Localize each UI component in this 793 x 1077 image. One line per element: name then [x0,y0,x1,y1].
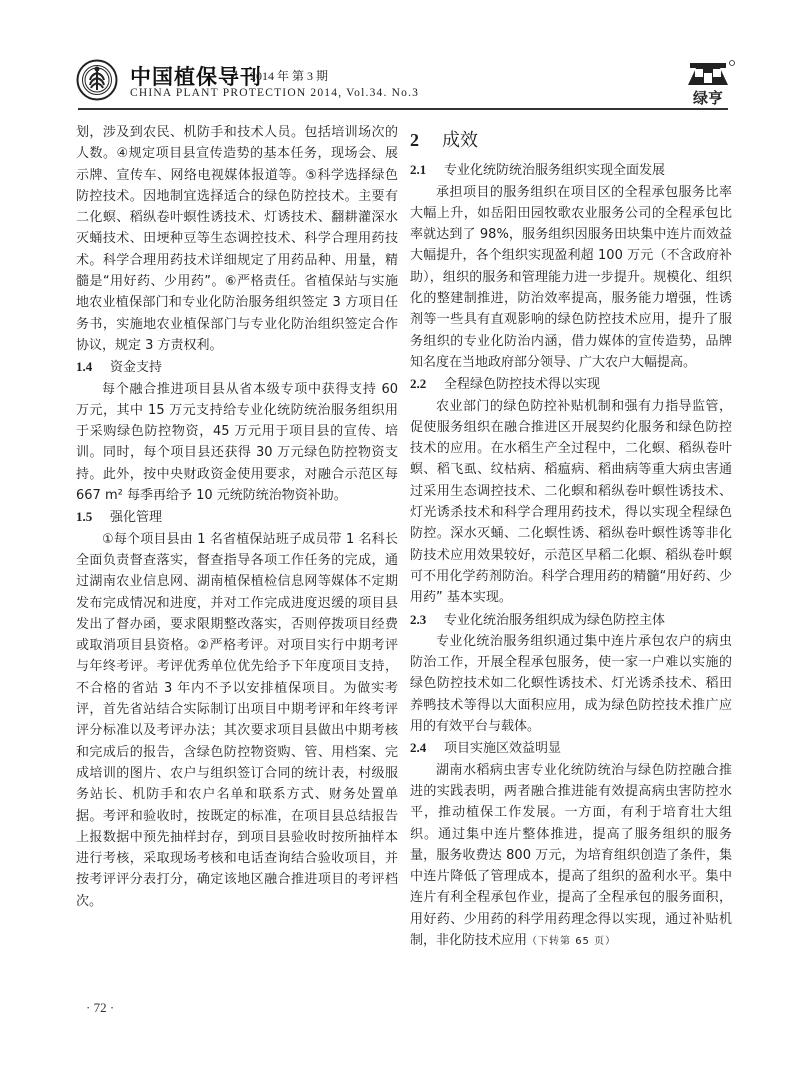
continued-on-page-note: （下转第 65 页） [527,935,617,947]
section-heading-2-4 [410,737,732,759]
page-number: · 72 · [86,1000,115,1015]
society-emblem-icon [76,59,118,101]
section-title: 成效 [442,130,478,151]
paragraph: 专业化统治服务组织通过集中连片承包农户的病虫防治工作，开展全程承包服务，使一家一户难以实施的绿色防控技术如二化螟性诱技术、灯光诱杀技术、稻田养鸭技术等得以大面积应用，成为绿色防控技术推广应用的有效平台与载体。 [410,633,732,735]
paragraph: ①每个项目县由 1 名省植保站班子成员带 1 名科长全面负责督查落实，督查指导各项工作任务的完成，通过湖南农业信息网、湖南植保植检信息网等媒体不定期发布完成情况和进度，并对工作完成进度迟缓的项目县发出了督办函，要求限期整改落实，否则停拨项目经费或取消项目县资格。②严格考评。对项目实行中期考评与年终考评。考评优秀单位优先给予下年度项目支持，不合格的省站 3 年内不予以安排植保项目。为做实考评，首先省站结合实际制订出项目中期考评和年终考评评分标准以及考评办法；其次要求项目县做出中期考核和完成后的报告，含绿色防控物资购、管、用档案、完成培训的图片、农户与组织签订合同的统计表，村级服务站长、机防手和农户名单和联系方式、财务处置单据。考评和验收时，按既定的标准，在项目县总结报告上报数据中预先抽样封存，到项目县验收时按所抽样本进行考核，采取现场考核和电话查询结合验收项目，并按考评评分表打分，确定该地区融合推进项目的考评档次。 [76,531,398,909]
section-heading-1-4 [76,356,398,378]
section-number: 2.2 [410,376,427,392]
section-heading-2-3 [410,609,732,631]
section-number: 2 [410,130,419,150]
section-title: 全程绿色防控技术得以实现 [444,377,601,393]
paragraph [410,760,732,953]
section-heading-2-2 [410,373,732,395]
left-column [76,122,398,912]
section-heading-1-5 [76,506,398,528]
section-heading-2-1 [410,159,732,181]
section-title: 专业化统治服务组织成为绿色防控主体 [444,612,666,628]
paragraph: 划，涉及到农民、机防手和技术人员。包括培训场次的人数。④规定项目县宣传造势的基本任务，现场会、展示牌、宣传车、网络电视媒体报道等。⑤科学选择绿色防控技术。因地制宜选择适合的绿色防控技术。主要有二化螟、稻纵卷叶螟性诱技术、灯诱技术、翻耕灌深水灭蛹技术、田埂种豆等生态调控技术、科学合理用药技术。科学合理用药技术详细规定了用药品种、用量，精髓是“用好药、少用药”。⑥严格责任。省植保站与实施地农业植保部门和专业化防治服务组织签定 3 方项目任务书，实施地农业植保部门与专业化防治组织签定合作协议，规定 3 方责权利。 [76,125,398,353]
section-number: 2.1 [410,162,427,178]
right-column [410,122,732,952]
section-heading-2 [410,130,732,151]
brand-logo-text: 绿亨 [692,89,724,107]
brand-logo-icon [680,59,736,107]
paragraph: 承担项目的服务组织在项目区的全程承包服务比率大幅上升，如岳阳田园牧歌农业服务公司的全程承包比率就达到了 98%，服务组织因服务田块集中连片而效益大幅提升，各个组织实现盈利超 100 万元（不含政府补助），组织的服务和管理能力进一步提升。规模化、组织化的整建制推进，防治效率提高，服务能力增强，性诱剂等一些具有直观影响的绿色防控技术应用，提升了服务组织的专业化防治内涵，借力媒体的宣传造势，品牌知名度在当地政府部分领导、广大农户大幅提高。 [410,184,732,370]
section-title: 专业化统防统治服务组织实现全面发展 [444,163,666,179]
section-number: 1.4 [76,359,93,375]
section-number: 2.3 [410,611,427,627]
section-title: 资金支持 [110,360,163,376]
issue-label: 2014 年 第 3 期 [250,69,329,83]
section-title: 项目实施区效益明显 [444,741,562,757]
journal-name-cn: 中国植保导刊 [130,64,262,89]
journal-header [68,57,738,109]
paragraph-text: 湖南水稻病虫害专业化统防统治与绿色防控融合推进的实践表明，两者融合推进能有效提高病虫害防控水平，推动植保工作发展。一方面，有利于培育壮大组织。通过集中连片整体推进，提高了服务组织的服务量，服务收费达 800 万元，为培育组织创造了条件，集中连片降低了管理成本，提高了组织的盈利水平。集中连片有利全程承包作业，提高了全程承包的服务面积，用好药、少用药的科学用药理念得以实现，通过补贴机制，非化防技术应用 [410,762,732,948]
header-divider [78,108,728,110]
section-number: 1.5 [76,509,93,525]
journal-name-en: CHINA PLANT PROTECTION 2014, Vol.34. No.3 [130,87,420,99]
paragraph: 每个融合推进项目县从省本级专项中获得支持 60 万元，其中 15 万元支持给专业化统防统治服务组织用于采购绿色防控物资，45 万元用于项目县的宣传、培训。同时，每个项目县还获得 30 万元绿色防控物资支持。此外，按中央财政资金使用要求，对融合示范区每 667 m² 每季再给予 10 元统防统治物资补助。 [76,381,398,504]
section-title: 强化管理 [110,510,163,526]
paragraph: 农业部门的绿色防控补贴机制和强有力指导监管，促使服务组织在融合推进区开展契约化服务和绿色防控技术的应用。在水稻生产全过程中，二化螟、稻纵卷叶螟、稻飞虱、纹枯病、稻瘟病、稻曲病等重大病虫害通过采用生态调控技术、二化螟和稻纵卷叶螟性诱技术、灯光诱杀技术和科学合理用药技术，得以实现全程绿色防控。深水灭蛹、二化螟性诱、稻纵卷叶螟性诱等非化防技术应用效果较好，示范区早稻二化螟、稻纵卷叶螟可不用化学药剂防治。科学合理用药的精髓“用好药、少用药” 基本实现。 [410,398,732,606]
section-number: 2.4 [410,740,427,756]
